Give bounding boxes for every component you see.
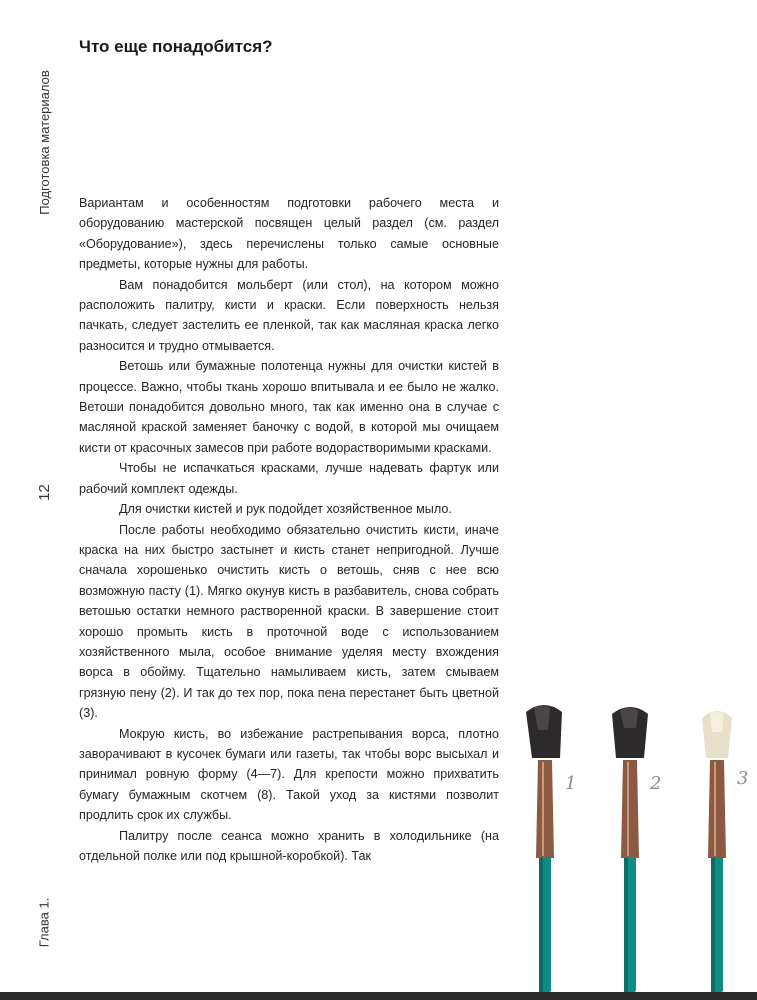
bottom-bar xyxy=(0,992,757,1000)
paragraph: Для очистки кистей и рук подойдет хозяйственное мыло. xyxy=(119,502,452,517)
paragraph: Палитру после сеанса можно хранить в холодильнике (на отдельной полке или под крышной-коробкой). Так xyxy=(79,828,499,863)
figure-label-1: 1 xyxy=(565,773,577,794)
paragraph: Вам понадобится мольберт (или стол), на котором можно расположить палитру, кисти и краски. Если поверхность нельзя пачкать, следует застелить ее пленкой, так как масляная краска легко разносится и трудно отмывается. xyxy=(79,277,499,353)
body-text xyxy=(79,193,499,866)
paragraph: Чтобы не испачкаться красками, лучше надевать фартук или рабочий комплект одежды. xyxy=(79,461,499,496)
brush-2-image xyxy=(612,707,648,992)
section-label-text: Подготовка материалов xyxy=(36,69,52,215)
figure-label-2: 2 xyxy=(650,773,662,794)
paragraph: После работы необходимо обязательно очистить кисти, иначе краска на них быстро застынет и кисть станет непригодной. Лучше сначала хорошенько очистить кисть о ветошь, сняв с нее всю возможную пасту (1). Мягко окунув кисть в разбавитель, снова собрать ветошью остатки немного растворенной краски. В завершение стоит хорошо промыть кисть в проточной воде с использованием хозяйственного мыла, особое внимание уделяя месту вхождения ворса в обойму. Тщательно намыливаем кисть, затем смываем грязную пену (2). И так до тех пор, пока пена перестанет быть цветной (3). xyxy=(79,522,499,721)
paragraph: Мокрую кисть, во избежание растрепывания ворса, плотно заворачивают в кусочек бумаги или газеты, так чтобы ворс высыхал и принимал ровную форму (4—7). Для крепости можно прихватить бумагу бумажным скотчем (8). Такой уход за кистями позволит продлить срок их службы. xyxy=(79,726,499,823)
brush-1-image xyxy=(526,705,562,992)
paragraph: Ветошь или бумажные полотенца нужны для очистки кистей в процессе. Важно, чтобы ткань хорошо впитывала и ее было не жалко. Ветоши понадобится довольно много, так как именно она в случае с масляной краской заменяет баночку с водой, в которой мы очищаем кисти от красочных замесов при работе водорастворимыми красками. xyxy=(79,359,499,455)
paragraph: Вариантам и особенностям подготовки рабочего места и оборудованию мастерской посвящен целый раздел (см. раздел «Оборудование»), здесь перечислены только самые основные предметы, которые нужны для работы. xyxy=(79,196,499,272)
figure-label-3: 3 xyxy=(737,768,749,789)
page-heading: Что еще понадобится? xyxy=(79,37,273,56)
brushes-illustration xyxy=(512,700,757,992)
brushes-figure xyxy=(512,700,757,997)
brush-3-image xyxy=(702,711,732,992)
page-number-text: 12 xyxy=(35,483,53,501)
chapter-label-text: Глава 1. xyxy=(36,897,52,947)
